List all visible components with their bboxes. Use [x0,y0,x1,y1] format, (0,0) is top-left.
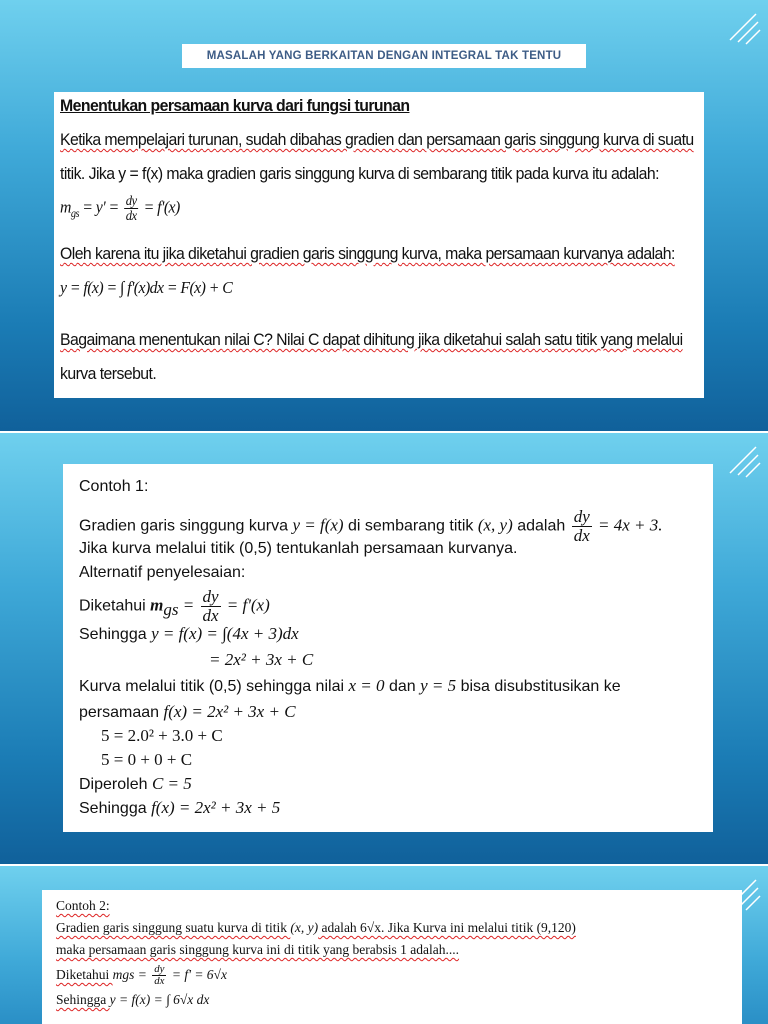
text-part: di sembarang titik [343,517,478,535]
text-part: Diketahui [79,597,151,615]
text-part: bisa disubstitusikan ke [456,678,621,695]
fraction-numerator: dy [154,963,165,975]
text-part: Sehingga [79,626,152,643]
example-label: Contoh 1: [79,478,149,495]
text-part: Diperoleh [79,776,152,793]
fraction-denominator: dx [202,605,219,625]
formula-part: = y' = [78,197,119,217]
solution-line: = 2x² + 3x + C [209,650,314,669]
solution-line: 5 = 0 + 0 + C [101,750,193,769]
text-part: Sehingga [79,800,152,817]
fraction [572,508,592,545]
text-part: Sehingga [56,992,110,1007]
math-part: C = 5 [151,774,192,793]
math-part: = f'(x) [222,595,270,615]
paragraph-line: titik. Jika y = f(x) maka gradien garis singgung kurva di sembarang titik pada kurva itu adalah: [60,164,659,183]
math-part: y = f(x) = ∫ 6√x dx [109,992,210,1007]
text-part: adalah [512,517,570,535]
math-part: y = f(x) [292,515,344,535]
text-part: Kurva melalui titik (0,5) sehingga nilai [79,678,349,695]
math-part: f(x) = 2x² + 3x + C [163,702,296,721]
formula-gradient [60,194,180,224]
example-label: Contoh 2: [56,898,110,913]
solution-line [79,624,299,644]
math-part: = 4x + 3. [593,515,663,535]
formula-integral: y = f(x) = ∫ f'(x)dx = F(x) + C [60,278,233,297]
text-part: Gradien garis singgung kurva [79,517,293,535]
content-box-curve-equation [54,92,704,398]
fraction-numerator: dy [125,193,137,208]
problem-line: Jika kurva melalui titik (0,5) tentukanlah persamaan kurvanya. [79,540,518,557]
math-part: y = f(x) = ∫(4x + 3)dx [151,624,299,643]
slide-1 [0,0,768,433]
solution-label: Alternatif penyelesaian: [79,564,246,581]
text-part: Gradien garis singgung suatu kurva di titik [56,920,291,935]
solution-line [56,964,227,988]
math-subscript: gs [163,599,179,619]
content-box-example-1 [63,464,713,832]
math-part: (x, y) [290,920,319,935]
fraction [201,588,221,625]
solution-line [79,588,270,625]
math-part: mgs = [112,966,151,982]
section-heading: Menentukan persamaan kurva dari fungsi turunan [60,96,410,115]
math-part: y = 5 [420,676,457,695]
fraction-denominator: dx [125,208,137,224]
formula-symbol: m [60,197,71,217]
chevron-decoration-icon [722,6,762,46]
fraction [124,194,139,224]
solution-line [79,798,280,818]
math-part: f(x) = 2x² + 3x + 5 [151,798,281,817]
formula-part: = f'(x) [140,197,180,217]
paragraph-line: Bagaimana menentukan nilai C? Nilai C dapat dihitung jika diketahui salah satu titik yang melalui [60,330,683,349]
chevron-decoration-icon [722,439,762,479]
math-part: (x, y) [477,515,513,535]
solution-line [79,774,192,794]
math-part: = f' = 6√x [168,966,227,982]
math-part: = [178,595,199,615]
formula-subscript: gs [70,208,79,221]
fraction-numerator: dy [202,587,219,606]
text-part: persamaan [79,704,164,721]
solution-line [79,702,296,722]
text-part: Diketahui [56,966,113,982]
slide-title: MASALAH YANG BERKAITAN DENGAN INTEGRAL TAK TENTU [182,44,586,68]
solution-line [79,676,621,696]
fraction-denominator: dx [573,525,590,545]
math-part: x = 0 [348,676,385,695]
fraction-denominator: dx [154,975,165,988]
paragraph-line: Ketika mempelajari turunan, sudah dibahas gradien dan persamaan garis singgung kurva di suatu [60,130,694,149]
text-part: dan [384,678,421,695]
paragraph-line: Oleh karena itu jika diketahui gradien garis singgung kurva, maka persamaan kurvanya adalah: [60,244,675,263]
problem-line [56,920,576,936]
paragraph-line: kurva tersebut. [60,364,157,383]
content-box-example-2 [42,890,742,1024]
fraction-numerator: dy [573,507,590,526]
text-part: adalah 6√x. Jika Kurva ini melalui titik (9,120) [318,920,576,935]
fraction [152,964,166,988]
solution-line: 5 = 2.0² + 3.0 + C [101,726,223,745]
math-part: m [150,595,164,615]
solution-line [56,992,209,1008]
problem-line: maka persamaan garis singgung kurva ini di titik yang berabsis 1 adalah.... [56,942,460,957]
